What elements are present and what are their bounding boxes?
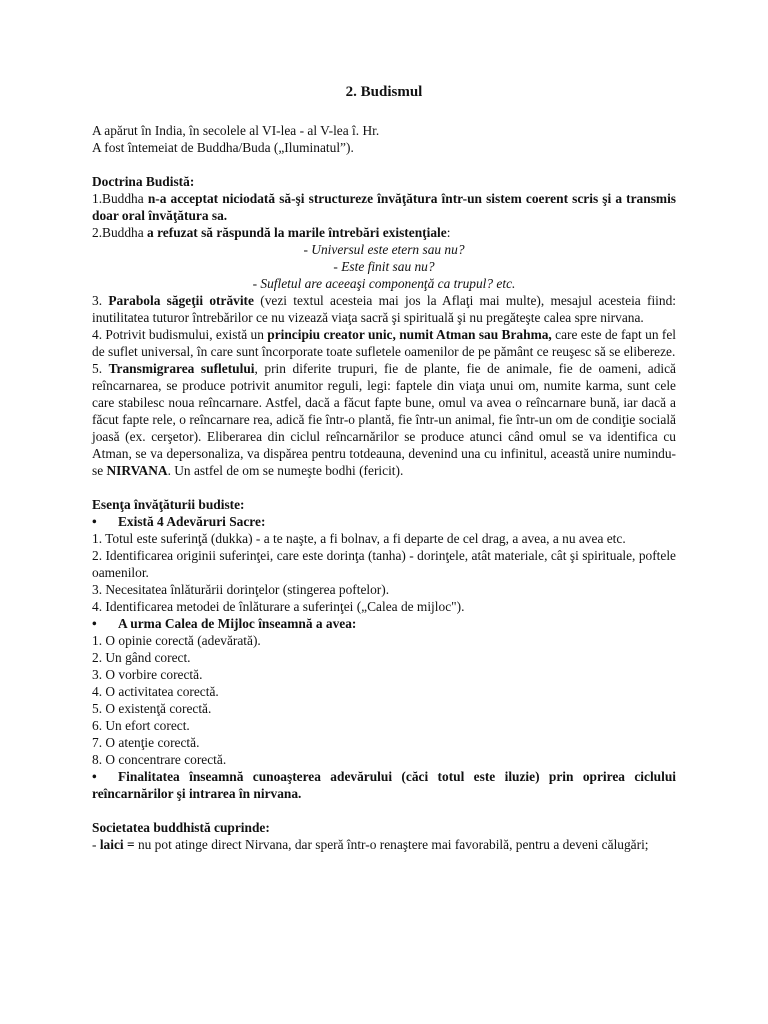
doctrina-paragraph-4 bbox=[92, 326, 676, 360]
doctrina-paragraph-1 bbox=[92, 190, 676, 224]
bullet-item bbox=[92, 513, 676, 530]
text: (vezi textul acesteia mai jos la Aflaţi mai multe), mesajul acesteia fiind: inutilitatea tuturor întrebărilor ce nu vizează viaţa sacră şi spirituală şi nu pregăteşte calea spre nirvana. bbox=[92, 293, 677, 325]
spacer bbox=[92, 479, 676, 496]
intro-line: A apărut în India, în secolele al VI-lea - al V-lea î. Hr. bbox=[92, 123, 380, 138]
bullet-icon: • bbox=[92, 514, 97, 529]
truth-line: 4. Identificarea metodei de înlăturare a suferinţei („Calea de mijloc"). bbox=[92, 599, 465, 614]
text: nu pot atinge direct Nirvana, dar speră într-o renaştere mai favorabilă, pentru a deveni călugări; bbox=[134, 837, 649, 852]
text: 1.Buddha bbox=[92, 191, 148, 206]
text: - bbox=[92, 837, 100, 852]
path-line: 1. O opinie corectă (adevărată). bbox=[92, 633, 261, 648]
page-title: 2. Budismul bbox=[345, 84, 423, 100]
path-line: 3. O vorbire corectă. bbox=[92, 667, 203, 682]
bold-text: Finalitatea înseamnă cunoaşterea adevărului (căci totul este iluzie) prin oprirea ciclului reîncarnărilor şi intrarea în nirvana. bbox=[92, 769, 676, 801]
bold-text: laici = bbox=[99, 837, 135, 852]
bullet-icon: • bbox=[92, 616, 97, 631]
bullet-item bbox=[92, 615, 676, 632]
intro-line: A fost întemeiat de Buddha/Buda („Iluminatul”). bbox=[92, 140, 354, 155]
text: , prin diferite trupuri, fie de plante, fie de animale, fie de oameni, adică reîncarnarea, se produce potrivit anumitor reguli, legi: faptele din viaţa unui om, numite karma, sunt cele care stabilesc noua reîncarnare. Astfel, dacă a făcut fapte bune, omul va avea o reîncarnare bună, iar dacă a făcut fapte rele, o reîncarnare rea, adică fie într-o plantă, fie într-un animal, fie într-un om de condiţie socială joasă (ex. cerşetor). Eliberarea din ciclul reîncarnărilor se produce atunci când omul se va identifica cu Atman, se va depersonaliza, va dispărea pentru totdeauna, devenind una cu infinitul, această unire numindu-se bbox=[92, 361, 676, 478]
section-heading-doctrina: Doctrina Budistă: bbox=[92, 174, 195, 189]
path-line: 4. O activitatea corectă. bbox=[92, 684, 219, 699]
path-line: 8. O concentrare corectă. bbox=[92, 752, 227, 767]
bold-text: Parabola săgeţii otrăvite bbox=[108, 293, 254, 308]
bold-text: A urma Calea de Mijloc înseamnă a avea: bbox=[118, 616, 357, 631]
spacer bbox=[92, 802, 676, 819]
text: 5. bbox=[92, 361, 109, 376]
path-line: 7. O atenţie corectă. bbox=[92, 735, 200, 750]
text: 3. bbox=[92, 293, 109, 308]
text: : bbox=[446, 225, 451, 240]
bold-text: principiu creator unic, numit Atman sau Brahma, bbox=[267, 327, 552, 342]
question-line: - Sufletul are aceeaşi componenţă ca trupul? etc. bbox=[252, 276, 516, 291]
text: 2.Buddha bbox=[92, 225, 148, 240]
path-line: 6. Un efort corect. bbox=[92, 718, 190, 733]
bold-text: Există 4 Adevăruri Sacre: bbox=[118, 514, 266, 529]
bold-text: a refuzat să răspundă la marile întrebări existenţiale bbox=[147, 225, 447, 240]
question-line: - Este finit sau nu? bbox=[333, 259, 435, 274]
truth-line: 3. Necesitatea înlăturării dorinţelor (stingerea poftelor). bbox=[92, 582, 390, 597]
bullet-item bbox=[92, 768, 676, 802]
text: care este de fapt un fel de suflet universal, în care sunt încorporate toate sufletele oamenilor de pe pământ ce reuşesc să se elibereze. bbox=[92, 327, 676, 359]
bullet-icon: • bbox=[92, 769, 97, 784]
societatea-item bbox=[92, 836, 676, 853]
doctrina-paragraph-5 bbox=[92, 360, 676, 479]
doctrina-paragraph-2 bbox=[92, 224, 676, 241]
path-line: 2. Un gând corect. bbox=[92, 650, 191, 665]
bold-text: n-a acceptat niciodată să-şi structureze învăţătura într-un sistem coerent scris şi a transmis doar oral învăţătura sa. bbox=[92, 191, 676, 223]
bold-text: Transmigrarea sufletului bbox=[108, 361, 255, 376]
section-heading-societatea: Societatea buddhistă cuprinde: bbox=[92, 820, 270, 835]
truth-line: 1. Totul este suferinţă (dukka) - a te naşte, a fi bolnav, a fi departe de cel drag, a avea, a nu avea etc. bbox=[92, 531, 626, 546]
text: 4. Potrivit budismului, există un bbox=[92, 327, 268, 342]
section-heading-esenta: Esenţa învăţăturii budiste: bbox=[92, 497, 245, 512]
question-line: - Universul este etern sau nu? bbox=[303, 242, 465, 257]
doctrina-paragraph-3 bbox=[92, 292, 676, 326]
truth-line: 2. Identificarea originii suferinţei, care este dorinţa (tanha) - dorinţele, atât materiale, cât şi spirituale, poftele oamenilor. bbox=[92, 548, 676, 580]
path-line: 5. O existenţă corectă. bbox=[92, 701, 212, 716]
text: . Un astfel de om se numeşte bodhi (fericit). bbox=[167, 463, 404, 478]
bold-text: NIRVANA bbox=[106, 463, 168, 478]
document-page bbox=[92, 84, 676, 853]
spacer bbox=[92, 156, 676, 173]
